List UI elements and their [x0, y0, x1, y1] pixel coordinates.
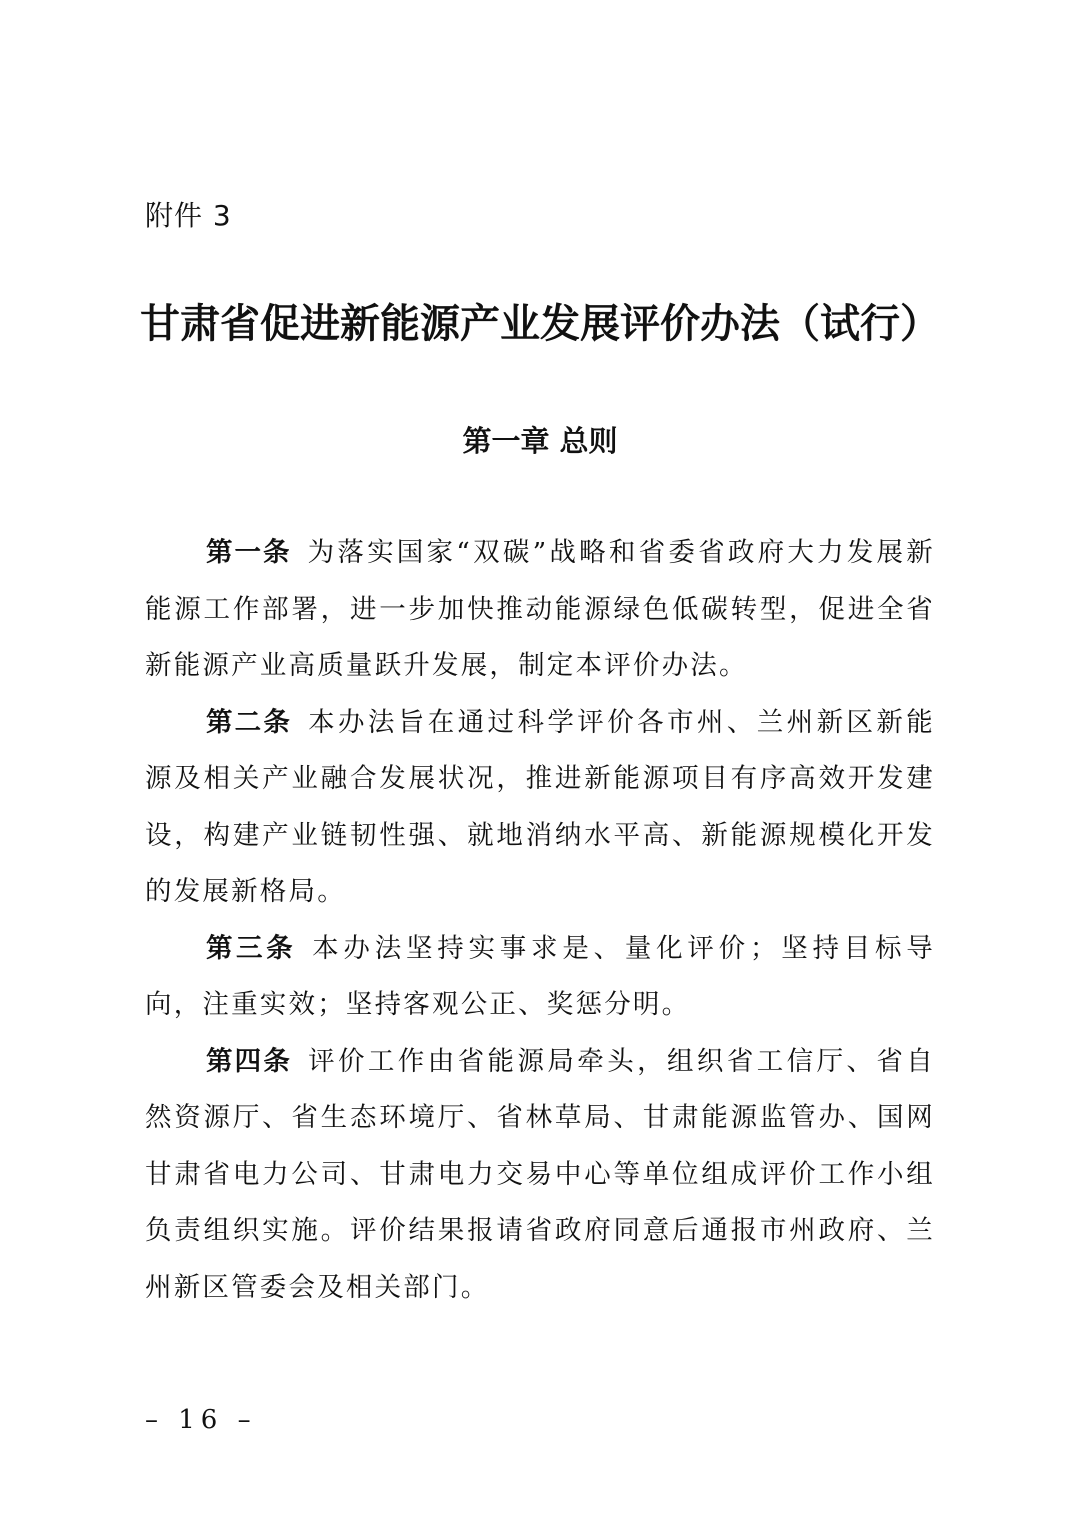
article-label: 第二条: [205, 706, 293, 738]
article-1: [145, 525, 935, 695]
article-text: 本办法坚持实事求是、量化评价；坚持目标导向，注重实效；坚持客观公正、奖惩分明。: [145, 932, 936, 1020]
document-body: [145, 525, 935, 1316]
attachment-label: 附件 3: [145, 199, 232, 232]
article-3: [145, 921, 935, 1034]
chapter-title: 第一章 总则: [462, 424, 618, 458]
article-text: 评价工作由省能源局牵头，组织省工信厅、省自然资源厅、省生态环境厅、省林草局、甘肃能源监管办、国网甘肃省电力公司、甘肃电力交易中心等单位组成评价工作小组负责组织实施。评价结果报请省政府同意后通报市州政府、兰州新区管委会及相关部门。: [145, 1045, 936, 1303]
article-label: 第四条: [205, 1045, 293, 1077]
article-4: [145, 1034, 935, 1317]
article-text: 为落实国家“双碳”战略和省委省政府大力发展新能源工作部署，进一步加快推动能源绿色低碳转型，促进全省新能源产业高质量跃升发展，制定本评价办法。: [145, 537, 936, 681]
page-number: – 16 –: [145, 1405, 257, 1435]
article-text: 本办法旨在通过科学评价各市州、兰州新区新能源及相关产业融合发展状况，推进新能源项目有序高效开发建设，构建产业链韧性强、就地消纳水平高、新能源规模化开发的发展新格局。: [145, 706, 936, 907]
article-label: 第一条: [205, 537, 292, 568]
document-title: 甘肃省促进新能源产业发展评价办法（试行）: [140, 300, 940, 347]
article-label: 第三条: [205, 932, 297, 964]
article-2: [145, 695, 935, 921]
